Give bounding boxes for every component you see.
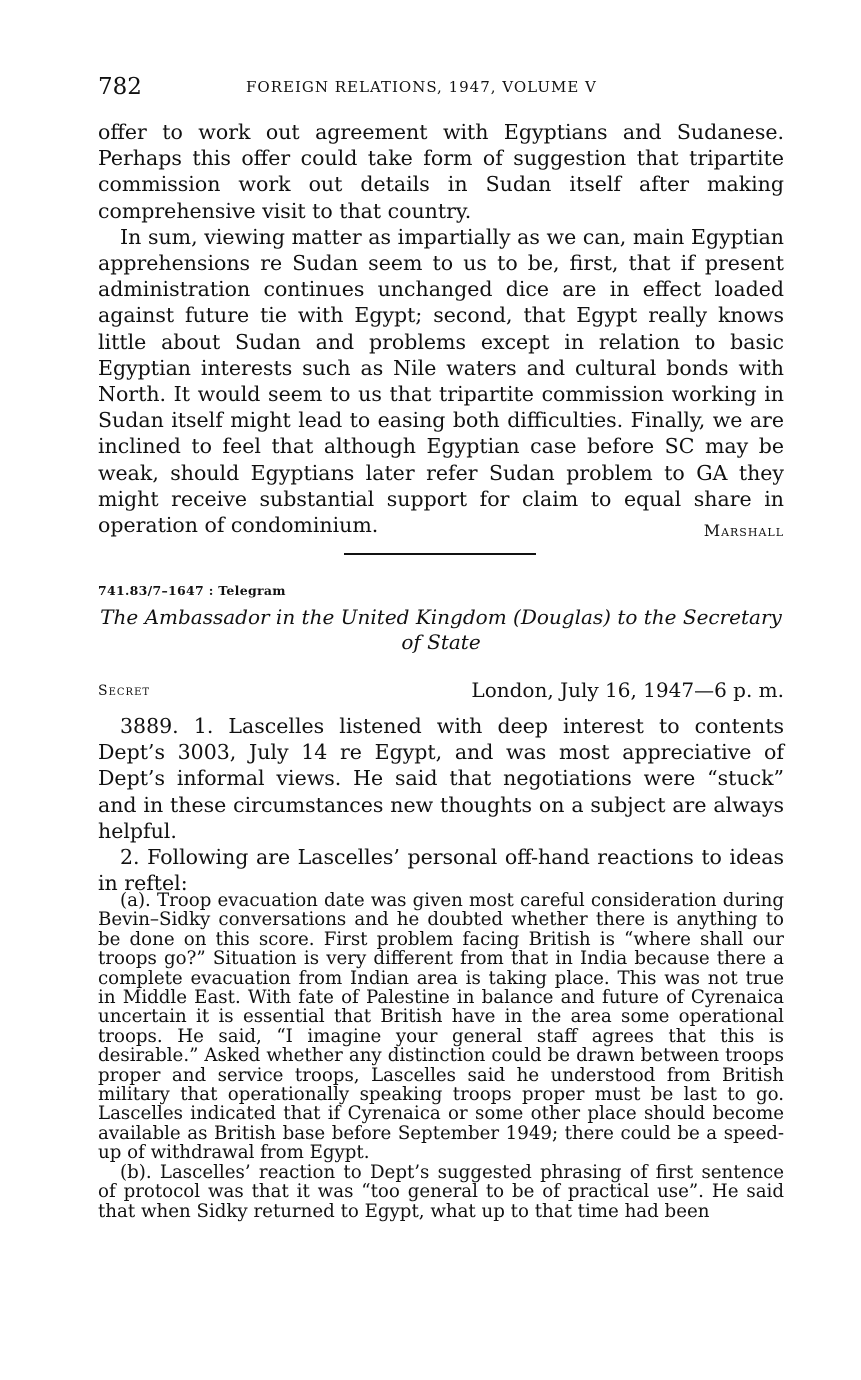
- running-head: FOREIGN RELATIONS, 1947, VOLUME V: [246, 78, 597, 96]
- section-divider: [344, 553, 536, 555]
- signature: Marshall: [703, 521, 784, 540]
- classification: Secret: [98, 683, 151, 699]
- page-number: 782: [98, 74, 142, 100]
- continued-paragraph-1: offer to work out agreement with Egyptians and Sudanese. Perhaps this offer could take form of suggestion that tripartite commission work out details in Sudan itself after making comprehensive visit to that country.: [98, 120, 784, 223]
- continued-text: [98, 119, 784, 538]
- file-number: 741.83/7–1647 : Telegram: [98, 583, 286, 598]
- telegram-paragraph-1: 3889. 1. Lascelles listened with deep interest to contents Dept’s 3003, July 14 re Egypt, and was most appreciative of Dept’s informal views. He said that negotiations were “stuck” and in these circumstances new thoughts on a subject are always helpful.: [98, 714, 784, 843]
- dateline: London, July 16, 1947—6 p. m.: [471, 678, 784, 702]
- document-heading: [98, 605, 784, 655]
- continued-paragraph-2: In sum, viewing matter as impartially as we can, main Egyptian apprehensions re Sudan seem to us to be, first, that if present administration continues unchanged dice are in effect loaded against future tie with Egypt; second, that Egypt really knows little about Sudan and problems except in relation to basic Egyptian interests such as Nile waters and cultural bonds with North. It would seem to us that tripartite commission working in Sudan itself might lead to easing both difficulties. Finally, we are inclined to feel that although Egyptian case before SC may be weak, should Egyptians later refer Sudan problem to GA they might receive substantial support for claim to equal share in operation of condominium.: [98, 224, 784, 538]
- page-header: [98, 74, 784, 104]
- telegram-paragraph-2: 2. Following are Lascelles’ personal off-hand reactions to ideas in reftel:: [98, 845, 784, 896]
- subparagraph-a: (a). Troop evacuation date was given most careful consideration during Bevin–Sidky conversations and he doubted whether there is anything to be done on this score. First problem facing British is “where shall our troops go?” Situation is very different from that in India because there a complete evacuation from Indian area is taking place. This was not true in Middle East. With fate of Palestine in balance and future of Cyrenaica uncertain it is essential that British have in the area some operational troops. He said, “I imagine your general staff agrees that this is desirable.” Asked whether any distinction could be drawn between troops proper and service troops, Lascelles said he understood from British military that operationally speaking troops proper must be last to go. Lascelles indicated that if Cyrenaica or some other place should become available as British base before September 1949; there could be a speed-up of withdrawal from Egypt.: [98, 890, 784, 1164]
- subparagraph-b: (b). Lascelles’ reaction to Dept’s suggested phrasing of first sentence of protocol was that it was “too general to be of practical use”. He said that when Sidky returned to Egypt, what up to that time had been: [98, 1161, 784, 1222]
- telegram-body: [98, 713, 784, 896]
- telegram-subparagraphs: [98, 891, 784, 1221]
- heading-line-2: of State: [401, 630, 481, 654]
- heading-line-1: The Ambassador in the United Kingdom (Douglas) to the Secretary: [100, 605, 782, 629]
